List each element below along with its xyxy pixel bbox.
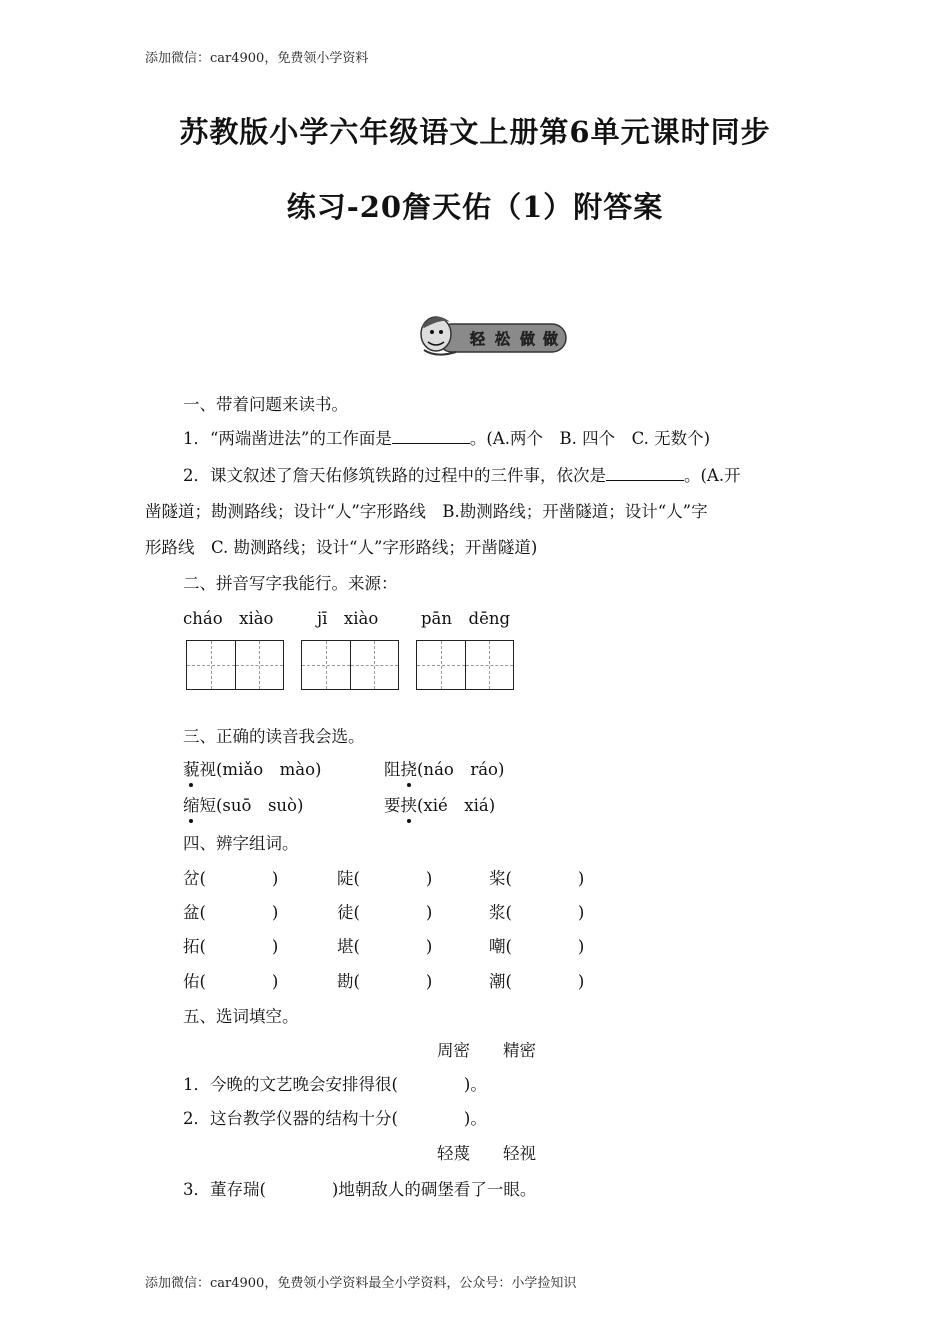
- pinyin-label: jī xiào: [317, 609, 379, 628]
- plain-char: 要: [384, 796, 401, 815]
- answer-blank[interactable]: [606, 466, 684, 481]
- word-group-item[interactable]: 堪( ): [337, 937, 433, 956]
- word-choices: 轻蔑 轻视: [437, 1144, 536, 1163]
- pronunciation-options: 视(miǎo mào): [199, 760, 322, 779]
- word-group-item[interactable]: 盆( ): [183, 903, 279, 922]
- pronunciation-item: [384, 796, 495, 816]
- pronunciation-item: [183, 796, 303, 816]
- fill-sentence[interactable]: 2．这台教学仪器的结构十分( )。: [183, 1109, 487, 1128]
- emphasized-char: 缩: [183, 796, 200, 815]
- section4-heading: 四、辨字组词。: [183, 834, 299, 853]
- page-title-line2: 练习-20詹天佑（1）附答案: [286, 190, 664, 224]
- question-2-line3: 形路线 C. 勘测路线；设计“人”字形路线；开凿隧道): [145, 538, 538, 557]
- writing-grid[interactable]: [186, 640, 284, 690]
- word-group-item[interactable]: 勘( ): [337, 972, 433, 991]
- question-1-text: 1．“两端凿进法”的工作面是: [183, 429, 392, 448]
- header-note: 添加微信：car4900，免费领小学资料: [145, 51, 369, 66]
- answer-blank[interactable]: [392, 429, 470, 444]
- word-group-item[interactable]: 佑( ): [183, 972, 279, 991]
- question-2-line2: 凿隧道；勘测路线；设计“人”字形路线 B.勘测路线；开凿隧道；设计“人”字: [145, 502, 708, 521]
- emphasized-char: 藐: [183, 760, 200, 779]
- question-1: [183, 429, 710, 449]
- question-2-text: 2．课文叙述了詹天佑修筑铁路的过程中的三件事，依次是: [183, 466, 606, 485]
- emphasized-char: 挟: [400, 796, 417, 815]
- page-title: 苏教版小学六年级语文上册第6单元课时同步: [179, 115, 771, 149]
- question-2: [183, 466, 741, 486]
- word-group-item[interactable]: 潮( ): [489, 972, 585, 991]
- writing-grid[interactable]: [301, 640, 399, 690]
- word-group-item[interactable]: 徒( ): [337, 903, 433, 922]
- writing-grid[interactable]: [416, 640, 514, 690]
- word-group-item[interactable]: 陡( ): [337, 869, 433, 888]
- pronunciation-item: [384, 760, 504, 780]
- pronunciation-options: (xié xiá): [417, 796, 496, 815]
- footer-note: 添加微信：car4900，免费领小学资料最全小学资料，公众号：小学捡知识: [145, 1276, 577, 1291]
- word-choices: 周密 精密: [437, 1041, 536, 1060]
- banner-char: 轻: [470, 330, 486, 348]
- section2-heading: 二、拼音写字我能行。来源：: [183, 574, 398, 593]
- pronunciation-options: 短(suō suò): [199, 796, 304, 815]
- word-group-item[interactable]: 拓( ): [183, 937, 279, 956]
- word-group-item[interactable]: 岔( ): [183, 869, 279, 888]
- pronunciation-item: [183, 760, 322, 780]
- banner-char: 做: [520, 330, 536, 348]
- easy-practice-banner: [416, 308, 568, 358]
- section5-heading: 五、选词填空。: [183, 1007, 299, 1026]
- banner-char: 做: [543, 330, 559, 348]
- word-group-item[interactable]: 桨( ): [489, 869, 585, 888]
- plain-char: 阻: [384, 760, 401, 779]
- pinyin-label: cháo xiào: [183, 609, 274, 628]
- question-1-options: 。(A.两个 B. 四个 C. 无数个): [469, 429, 711, 448]
- section1-heading: 一、带着问题来读书。: [183, 395, 348, 414]
- fill-sentence[interactable]: 1．今晚的文艺晚会安排得很( )。: [183, 1075, 487, 1094]
- word-group-item[interactable]: 浆( ): [489, 903, 585, 922]
- pronunciation-options: (náo ráo): [417, 760, 505, 779]
- emphasized-char: 挠: [400, 760, 417, 779]
- question-2-options: 。(A.开: [684, 466, 741, 485]
- fill-sentence[interactable]: 3．董存瑞( )地朝敌人的碉堡看了一眼。: [183, 1180, 537, 1199]
- section3-heading: 三、正确的读音我会选。: [183, 727, 365, 746]
- banner-char: 松: [495, 330, 511, 348]
- pinyin-label: pān dēng: [421, 609, 511, 628]
- word-group-item[interactable]: 嘲( ): [489, 937, 585, 956]
